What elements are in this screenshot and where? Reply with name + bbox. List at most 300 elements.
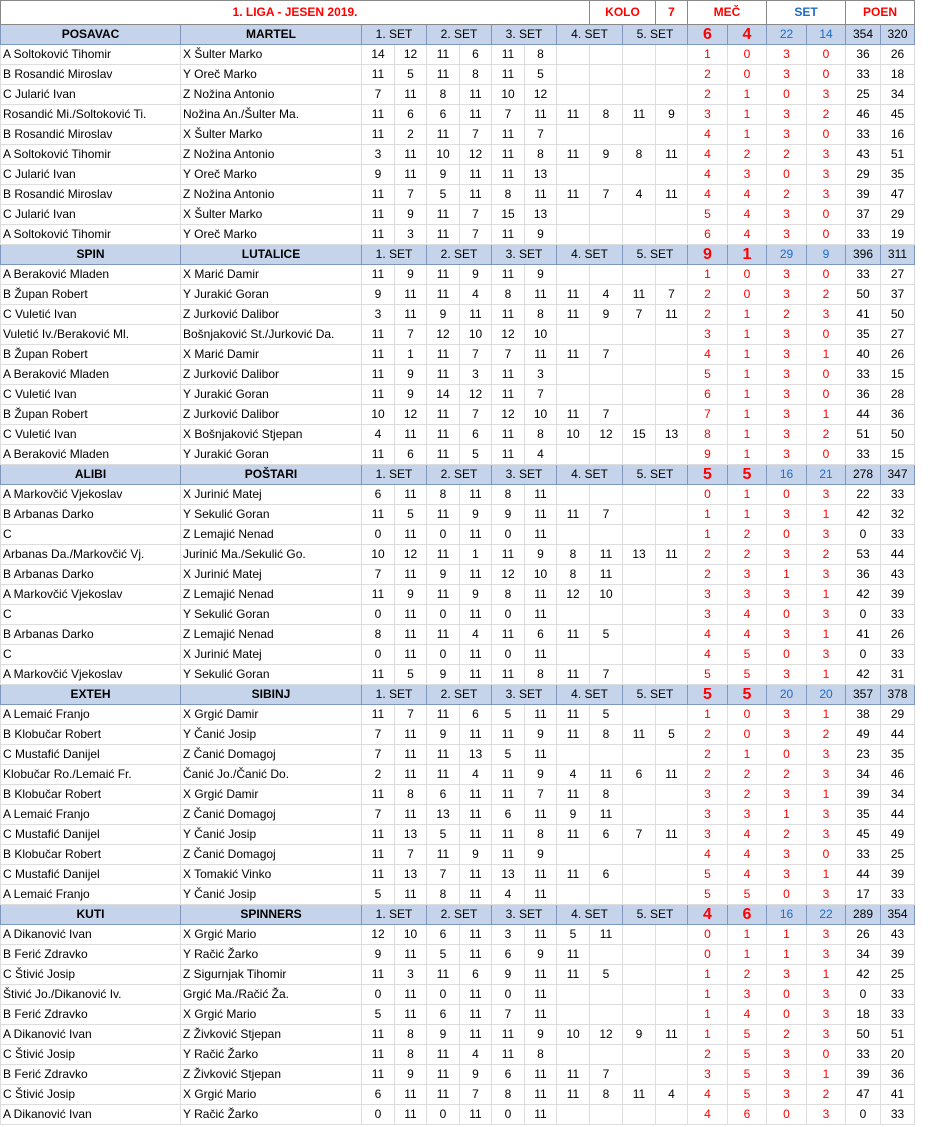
set-column-label: 5. SET xyxy=(623,905,688,925)
set-score xyxy=(623,265,656,285)
cumulative-mec-away: 4 xyxy=(728,825,767,845)
set-score xyxy=(623,945,656,965)
sets-away: 3 xyxy=(807,525,846,545)
set-score: 12 xyxy=(395,405,427,425)
points-home: 44 xyxy=(846,405,881,425)
set-score: 11 xyxy=(623,285,656,305)
cumulative-mec-away: 1 xyxy=(728,505,767,525)
cumulative-mec-away: 5 xyxy=(728,1065,767,1085)
set-score: 11 xyxy=(362,205,395,225)
sets-home: 0 xyxy=(767,985,807,1005)
home-player: C Mustafić Danijel xyxy=(1,865,181,885)
set-score xyxy=(557,65,590,85)
away-player: X Grgić Damir xyxy=(181,705,362,725)
set-score: 9 xyxy=(525,725,557,745)
set-score: 11 xyxy=(525,185,557,205)
set-score xyxy=(656,625,688,645)
set-score: 11 xyxy=(460,1025,492,1045)
points-away: 33 xyxy=(881,1105,915,1125)
home-player: A Dikanović Ivan xyxy=(1,925,181,945)
set-score: 13 xyxy=(427,805,460,825)
cumulative-mec-away: 0 xyxy=(728,265,767,285)
cumulative-mec-away: 5 xyxy=(728,1085,767,1105)
points-home: 41 xyxy=(846,305,881,325)
set-score: 11 xyxy=(427,705,460,725)
points-away: 34 xyxy=(881,785,915,805)
set-score: 11 xyxy=(492,425,525,445)
sets-home: 0 xyxy=(767,485,807,505)
points-away: 33 xyxy=(881,1005,915,1025)
set-score xyxy=(656,565,688,585)
set-score xyxy=(557,385,590,405)
set-score: 11 xyxy=(557,505,590,525)
points-away: 26 xyxy=(881,625,915,645)
away-team-name: LUTALICE xyxy=(181,245,362,265)
sets-away: 3 xyxy=(807,645,846,665)
game-row xyxy=(1,865,915,885)
set-score: 6 xyxy=(460,965,492,985)
sets-home: 3 xyxy=(767,265,807,285)
points-home: 35 xyxy=(846,805,881,825)
set-score: 9 xyxy=(395,205,427,225)
game-row xyxy=(1,145,915,165)
set-score: 11 xyxy=(460,725,492,745)
sets-home: 0 xyxy=(767,605,807,625)
set-score: 11 xyxy=(525,805,557,825)
set-score: 3 xyxy=(395,225,427,245)
home-player: B Župan Robert xyxy=(1,285,181,305)
set-score: 0 xyxy=(427,1105,460,1125)
match-wins-home: 6 xyxy=(688,25,728,45)
points-home: 42 xyxy=(846,585,881,605)
sets-home: 3 xyxy=(767,865,807,885)
set-score: 11 xyxy=(427,45,460,65)
set-score: 8 xyxy=(525,425,557,445)
home-player: Arbanas Da./Markovčić Vj. xyxy=(1,545,181,565)
points-home: 0 xyxy=(846,645,881,665)
set-score: 11 xyxy=(492,445,525,465)
game-row xyxy=(1,225,915,245)
cumulative-mec-away: 1 xyxy=(728,745,767,765)
set-score: 5 xyxy=(427,945,460,965)
cumulative-mec-home: 8 xyxy=(688,425,728,445)
sets-home: 1 xyxy=(767,565,807,585)
set-score: 11 xyxy=(395,605,427,625)
set-score xyxy=(623,865,656,885)
away-player: Z Čanić Domagoj xyxy=(181,805,362,825)
set-score: 8 xyxy=(395,785,427,805)
set-score xyxy=(590,945,623,965)
set-score xyxy=(590,845,623,865)
set-score: 9 xyxy=(492,505,525,525)
cumulative-mec-home: 4 xyxy=(688,185,728,205)
points-away: 16 xyxy=(881,125,915,145)
game-row xyxy=(1,805,915,825)
match-wins-away: 5 xyxy=(728,465,767,485)
points-away: 347 xyxy=(881,465,915,485)
set-score: 11 xyxy=(395,1105,427,1125)
game-row xyxy=(1,1105,915,1125)
sets-home: 0 xyxy=(767,745,807,765)
set-score xyxy=(623,785,656,805)
points-away: 33 xyxy=(881,525,915,545)
points-home: 50 xyxy=(846,1025,881,1045)
set-score: 8 xyxy=(590,1085,623,1105)
set-score: 11 xyxy=(492,825,525,845)
game-row xyxy=(1,325,915,345)
set-score xyxy=(557,325,590,345)
home-player: B Ferić Zdravko xyxy=(1,945,181,965)
sets-home: 3 xyxy=(767,785,807,805)
set-score: 11 xyxy=(460,825,492,845)
home-player: Rosandić Mi./Soltoković Ti. xyxy=(1,105,181,125)
set-score: 8 xyxy=(395,1025,427,1045)
home-player: B Klobučar Robert xyxy=(1,785,181,805)
cumulative-mec-away: 5 xyxy=(728,645,767,665)
set-score: 12 xyxy=(525,85,557,105)
points-away: 43 xyxy=(881,925,915,945)
game-row xyxy=(1,185,915,205)
cumulative-mec-away: 4 xyxy=(728,845,767,865)
away-player: Z Čanić Domagoj xyxy=(181,845,362,865)
set-score: 11 xyxy=(362,825,395,845)
match-wins-away: 1 xyxy=(728,245,767,265)
set-score xyxy=(623,1045,656,1065)
away-player: X Šulter Marko xyxy=(181,45,362,65)
set-score: 11 xyxy=(492,385,525,405)
cumulative-mec-home: 9 xyxy=(688,445,728,465)
cumulative-mec-away: 1 xyxy=(728,445,767,465)
sets-away: 2 xyxy=(807,285,846,305)
set-score: 4 xyxy=(460,765,492,785)
home-player: B Rosandić Miroslav xyxy=(1,185,181,205)
set-score xyxy=(557,45,590,65)
set-score: 6 xyxy=(395,445,427,465)
set-score: 11 xyxy=(427,265,460,285)
points-away: 19 xyxy=(881,225,915,245)
set-score: 12 xyxy=(362,925,395,945)
sets-away: 3 xyxy=(807,805,846,825)
home-player: B Rosandić Miroslav xyxy=(1,125,181,145)
set-score: 7 xyxy=(460,405,492,425)
set-score xyxy=(557,745,590,765)
away-player: Y Sekulić Goran xyxy=(181,665,362,685)
set-score: 11 xyxy=(525,605,557,625)
match-wins-away: 5 xyxy=(728,685,767,705)
set-score: 11 xyxy=(427,1045,460,1065)
points-away: 33 xyxy=(881,645,915,665)
set-score: 5 xyxy=(590,965,623,985)
home-player: B Rosandić Miroslav xyxy=(1,65,181,85)
away-player: Y Oreč Marko xyxy=(181,225,362,245)
set-score xyxy=(623,505,656,525)
sets-away: 3 xyxy=(807,945,846,965)
set-score: 9 xyxy=(427,305,460,325)
set-score xyxy=(623,225,656,245)
set-score: 11 xyxy=(492,1025,525,1045)
set-score: 11 xyxy=(460,525,492,545)
set-score: 13 xyxy=(623,545,656,565)
set-score: 1 xyxy=(395,345,427,365)
points-away: 45 xyxy=(881,105,915,125)
cumulative-mec-away: 2 xyxy=(728,785,767,805)
cumulative-mec-home: 4 xyxy=(688,1085,728,1105)
points-home: 36 xyxy=(846,45,881,65)
set-score: 11 xyxy=(395,525,427,545)
set-score: 11 xyxy=(460,645,492,665)
set-score: 11 xyxy=(427,1085,460,1105)
home-player: A Markovčić Vjekoslav xyxy=(1,585,181,605)
set-score: 11 xyxy=(460,165,492,185)
away-player: X Grgić Mario xyxy=(181,925,362,945)
set-score: 11 xyxy=(362,365,395,385)
set-score: 12 xyxy=(395,545,427,565)
set-score: 7 xyxy=(590,665,623,685)
set-score: 13 xyxy=(460,745,492,765)
set-score xyxy=(656,645,688,665)
set-score: 9 xyxy=(362,945,395,965)
sets-away: 0 xyxy=(807,225,846,245)
set-score: 12 xyxy=(460,385,492,405)
sets-home: 3 xyxy=(767,545,807,565)
points-home: 33 xyxy=(846,65,881,85)
set-score: 11 xyxy=(656,1025,688,1045)
set-score xyxy=(623,565,656,585)
points-home: 23 xyxy=(846,745,881,765)
set-column-label: 1. SET xyxy=(362,25,427,45)
sets-away: 2 xyxy=(807,725,846,745)
cumulative-mec-away: 5 xyxy=(728,885,767,905)
game-row xyxy=(1,745,915,765)
home-player: C Vuletić Ivan xyxy=(1,385,181,405)
set-score xyxy=(656,585,688,605)
points-home: 35 xyxy=(846,325,881,345)
set-score xyxy=(557,1005,590,1025)
set-score: 11 xyxy=(492,265,525,285)
sets-home: 3 xyxy=(767,325,807,345)
home-player: B Župan Robert xyxy=(1,345,181,365)
sets-home: 1 xyxy=(767,925,807,945)
cumulative-mec-home: 1 xyxy=(688,985,728,1005)
cumulative-mec-away: 2 xyxy=(728,765,767,785)
set-score: 11 xyxy=(492,765,525,785)
set-score xyxy=(623,985,656,1005)
set-score: 6 xyxy=(590,825,623,845)
set-score xyxy=(623,1105,656,1125)
set-score xyxy=(656,505,688,525)
set-score: 5 xyxy=(460,445,492,465)
set-score xyxy=(623,705,656,725)
set-score: 11 xyxy=(427,65,460,85)
cumulative-mec-home: 3 xyxy=(688,1065,728,1085)
home-player: C xyxy=(1,525,181,545)
set-score: 13 xyxy=(492,865,525,885)
cumulative-mec-away: 1 xyxy=(728,325,767,345)
set-column-label: 3. SET xyxy=(492,465,557,485)
set-score: 3 xyxy=(525,365,557,385)
points-away: 26 xyxy=(881,345,915,365)
sets-away: 0 xyxy=(807,125,846,145)
set-score xyxy=(656,365,688,385)
home-player: A Markovčić Vjekoslav xyxy=(1,665,181,685)
set-score: 11 xyxy=(525,925,557,945)
away-player: Z Nožina Antonio xyxy=(181,85,362,105)
game-row xyxy=(1,665,915,685)
set-score: 7 xyxy=(623,305,656,325)
set-score: 9 xyxy=(525,265,557,285)
set-score: 6 xyxy=(492,945,525,965)
set-score: 11 xyxy=(427,585,460,605)
sets-home: 2 xyxy=(767,1025,807,1045)
set-score: 11 xyxy=(557,1085,590,1105)
away-player: Z Lemajić Nenad xyxy=(181,525,362,545)
set-score: 13 xyxy=(395,865,427,885)
set-column-label: 2. SET xyxy=(427,905,492,925)
cumulative-mec-home: 5 xyxy=(688,885,728,905)
set-score xyxy=(557,645,590,665)
match-header-row xyxy=(1,245,915,265)
away-player: X Šulter Marko xyxy=(181,205,362,225)
set-score: 11 xyxy=(590,565,623,585)
away-player: Z Lemajić Nenad xyxy=(181,585,362,605)
away-player: X Bošnjaković Stjepan xyxy=(181,425,362,445)
set-score: 11 xyxy=(427,285,460,305)
cumulative-mec-home: 6 xyxy=(688,225,728,245)
sets-away: 3 xyxy=(807,485,846,505)
set-score xyxy=(656,225,688,245)
points-away: 15 xyxy=(881,445,915,465)
game-row xyxy=(1,985,915,1005)
game-row xyxy=(1,525,915,545)
set-score xyxy=(557,165,590,185)
league-title: 1. LIGA - JESEN 2019. xyxy=(1,1,590,25)
away-player: X Marić Damir xyxy=(181,345,362,365)
game-row xyxy=(1,425,915,445)
cumulative-mec-away: 5 xyxy=(728,1045,767,1065)
set-score: 11 xyxy=(395,425,427,445)
set-score xyxy=(623,405,656,425)
home-player: C Jularić Ivan xyxy=(1,205,181,225)
set-score xyxy=(656,1105,688,1125)
set-score xyxy=(656,705,688,725)
points-away: 31 xyxy=(881,665,915,685)
set-score xyxy=(557,605,590,625)
set-score: 2 xyxy=(362,765,395,785)
sets-home: 3 xyxy=(767,965,807,985)
set-score: 4 xyxy=(590,285,623,305)
set-score: 11 xyxy=(460,665,492,685)
points-away: 51 xyxy=(881,1025,915,1045)
cumulative-mec-away: 2 xyxy=(728,145,767,165)
cumulative-mec-home: 2 xyxy=(688,745,728,765)
cumulative-mec-away: 0 xyxy=(728,285,767,305)
set-score: 7 xyxy=(656,285,688,305)
home-player: C Jularić Ivan xyxy=(1,85,181,105)
home-player: B Arbanas Darko xyxy=(1,505,181,525)
set-score: 4 xyxy=(623,185,656,205)
away-player: Z Lemajić Nenad xyxy=(181,625,362,645)
away-player: Y Sekulić Goran xyxy=(181,505,362,525)
sets-won-away: 20 xyxy=(807,685,846,705)
sets-away: 2 xyxy=(807,1085,846,1105)
set-score: 13 xyxy=(525,205,557,225)
points-home: 25 xyxy=(846,85,881,105)
set-score: 11 xyxy=(525,105,557,125)
game-row xyxy=(1,885,915,905)
away-team-name: POŠTARI xyxy=(181,465,362,485)
sets-won-home: 20 xyxy=(767,685,807,705)
set-score xyxy=(590,485,623,505)
set-score xyxy=(623,525,656,545)
sets-home: 0 xyxy=(767,525,807,545)
sets-away: 0 xyxy=(807,65,846,85)
set-score: 11 xyxy=(525,1005,557,1025)
points-away: 35 xyxy=(881,745,915,765)
home-player: B Arbanas Darko xyxy=(1,625,181,645)
set-score: 11 xyxy=(557,105,590,125)
set-score xyxy=(623,205,656,225)
set-score: 7 xyxy=(362,725,395,745)
set-score: 6 xyxy=(590,865,623,885)
points-away: 34 xyxy=(881,85,915,105)
set-score: 11 xyxy=(525,285,557,305)
set-score xyxy=(623,45,656,65)
set-score: 11 xyxy=(395,765,427,785)
game-row xyxy=(1,265,915,285)
points-home: 39 xyxy=(846,785,881,805)
set-score: 8 xyxy=(525,1045,557,1065)
set-score: 6 xyxy=(362,1085,395,1105)
set-score: 11 xyxy=(362,965,395,985)
set-score xyxy=(656,325,688,345)
points-home: 45 xyxy=(846,825,881,845)
set-score xyxy=(623,165,656,185)
points-home: 26 xyxy=(846,925,881,945)
points-away: 36 xyxy=(881,405,915,425)
set-score: 0 xyxy=(427,605,460,625)
set-score: 9 xyxy=(460,845,492,865)
set-score: 7 xyxy=(525,785,557,805)
cumulative-mec-home: 2 xyxy=(688,285,728,305)
set-score: 5 xyxy=(395,505,427,525)
points-away: 29 xyxy=(881,705,915,725)
home-player: B Ferić Zdravko xyxy=(1,1005,181,1025)
points-home: 38 xyxy=(846,705,881,725)
sets-away: 1 xyxy=(807,965,846,985)
points-home: 0 xyxy=(846,1105,881,1125)
points-away: 50 xyxy=(881,305,915,325)
sets-home: 3 xyxy=(767,845,807,865)
points-away: 32 xyxy=(881,505,915,525)
set-score xyxy=(590,65,623,85)
set-score xyxy=(590,385,623,405)
cumulative-mec-home: 6 xyxy=(688,385,728,405)
set-score: 9 xyxy=(656,105,688,125)
set-score xyxy=(590,1045,623,1065)
set-score: 11 xyxy=(427,405,460,425)
set-score xyxy=(590,165,623,185)
set-score: 11 xyxy=(460,1105,492,1125)
points-home: 46 xyxy=(846,105,881,125)
set-score xyxy=(623,385,656,405)
set-score: 10 xyxy=(525,405,557,425)
cumulative-mec-away: 6 xyxy=(728,1105,767,1125)
set-score: 7 xyxy=(395,185,427,205)
sets-away: 1 xyxy=(807,785,846,805)
home-player: Klobučar Ro./Lemaić Fr. xyxy=(1,765,181,785)
set-score: 0 xyxy=(362,1105,395,1125)
sets-home: 1 xyxy=(767,945,807,965)
